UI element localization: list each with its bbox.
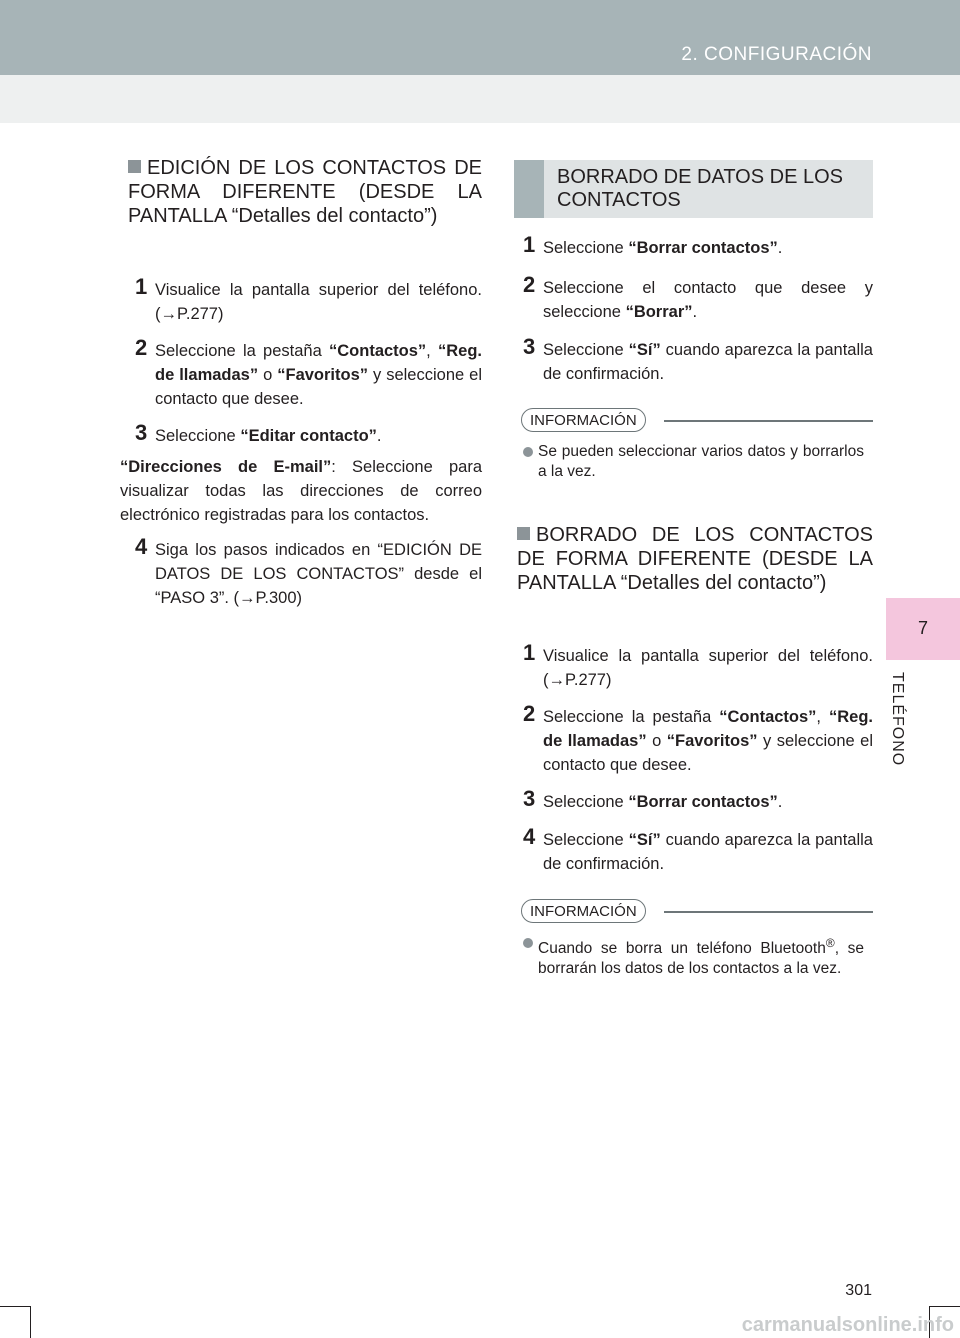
right-step-a1: 1 Seleccione “Borrar contactos”. [523,232,783,257]
left-step-3: 3 Seleccione “Editar contacto”. [135,420,382,445]
left-step-4: 4 Siga los pasos indicados en “EDICIÓN DE DATOS DE LOS CONTACTOS” desde el “PASO 3”. (→P.300) [135,534,482,607]
header-band [0,75,960,123]
right-step-b2: 2 Seleccione la pestaña “Contactos”, “Reg. de llamadas” o “Favoritos” y seleccione el contacto que desee. [523,701,874,774]
page-number: 301 [845,1282,872,1299]
section-title: 2. CONFIGURACIÓN [681,44,872,65]
section-box-title: BORRADO DE DATOS DE LOS CONTACTOS [514,160,873,218]
chapter-tab [886,598,960,660]
chapter-number: 7 [917,618,928,638]
info-text-2: Cuando se borra un teléfono Bluetooth®, se borrarán los datos de los contactos a la vez. [538,936,865,978]
crop-mark [30,1306,31,1338]
chapter-label [888,672,928,782]
left-step-1: 1 Visualice la pantalla superior del teléfono. (→P.277) [135,274,482,323]
info-rule-2 [664,911,873,913]
right-step-b3: 3 Seleccione “Borrar contactos”. [523,786,783,811]
crop-mark [930,1306,960,1307]
square-bullet-icon [128,160,141,173]
chapter-label-text: TELÉFONO [889,672,906,767]
info-text-1: Se pueden seleccionar varios datos y borrarlos a la vez. [538,443,864,480]
crop-mark [0,1306,30,1307]
left-note: “Direcciones de E-mail”: Seleccione para visualizar todas las direcciones de correo electrónico registradas para los contactos. [120,458,482,524]
header-bar [0,0,960,75]
right-step-a3: 3 Seleccione “Sí” cuando aparezca la pantalla de confirmación. [523,334,873,383]
left-step-2: 2 Seleccione la pestaña “Contactos”, “Reg. de llamadas” o “Favoritos” y seleccione el contacto que desee. [135,335,483,408]
square-bullet-icon [517,527,530,540]
info-rule-1 [664,420,873,422]
left-heading: EDICIÓN DE LOS CONTACTOS DE FORMA DIFERENTE (DESDE LA PANTALLA “Detalles del contacto”) [128,157,482,227]
info-label-1: INFORMACIÓN [521,408,646,432]
box-accent [514,160,544,218]
info-label-2: INFORMACIÓN [521,899,646,923]
right-heading-2: BORRADO DE LOS CONTACTOS DE FORMA DIFERENTE (DESDE LA PANTALLA “Detalles del contacto”) [517,524,873,594]
right-step-b1: 1 Visualice la pantalla superior del teléfono. (→P.277) [523,640,873,689]
right-step-b4: 4 Seleccione “Sí” cuando aparezca la pantalla de confirmación. [523,824,873,873]
bullet-dot-icon [523,447,533,457]
right-step-a2: 2 Seleccione el contacto que desee y seleccione “Borrar”. [523,272,873,321]
watermark: carmanualsonline.info [741,1314,954,1336]
bullet-dot-icon [523,938,533,948]
